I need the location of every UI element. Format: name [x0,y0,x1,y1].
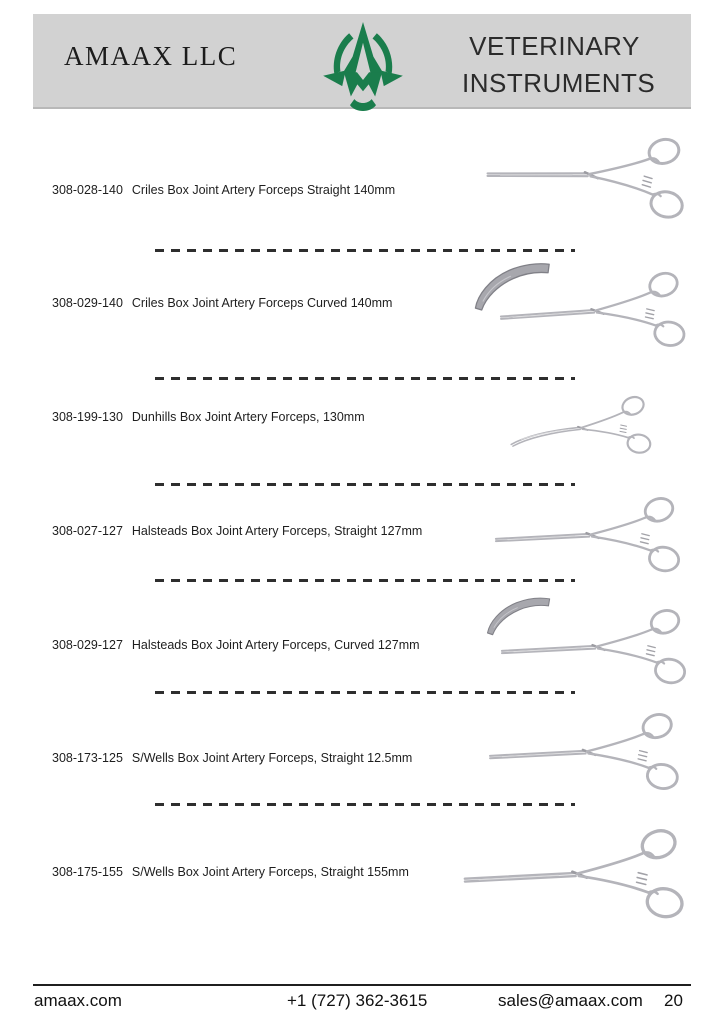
product-description: Dunhills Box Joint Artery Forceps, 130mm [131,410,365,424]
product-description: Halsteads Box Joint Artery Forceps, Curved 127mm [131,638,420,652]
dashed-separator [155,483,575,486]
product-row [52,638,420,652]
footer-phone: +1 (727) 362-3615 [287,991,428,1010]
forceps-photo [485,708,693,804]
product-row [52,410,365,424]
product-code: 308-175-155 [52,865,123,879]
forceps-photo [497,605,700,699]
dashed-separator [155,691,575,694]
amaax-logo-icon [319,22,407,119]
product-row [52,296,392,310]
product-description: S/Wells Box Joint Artery Forceps, Straight 155mm [131,865,409,879]
product-row [52,751,412,765]
footer-email: sales@amaax.com [498,991,643,1010]
product-row [52,865,409,879]
dashed-separator [155,803,575,806]
footer-website: amaax.com [34,991,122,1010]
forceps-photo [491,493,694,587]
page-title-line1: VETERINARY [469,31,640,61]
product-description: Halsteads Box Joint Artery Forceps, Straight 127mm [131,524,423,538]
forceps-photo [458,824,699,935]
forceps-photo [482,131,699,228]
forceps-photo [495,267,699,364]
product-code: 308-029-127 [52,638,123,652]
forceps-photo [502,391,662,471]
product-row [52,183,395,197]
product-code: 308-199-130 [52,410,123,424]
product-description: S/Wells Box Joint Artery Forceps, Straight 12.5mm [131,751,413,765]
product-code: 308-029-140 [52,296,123,310]
footer-page-number: 20 [664,991,683,1010]
dashed-separator [155,579,575,582]
footer-rule [33,984,691,986]
page-title-line2: INSTRUMENTS [462,68,656,98]
product-code: 308-028-140 [52,183,123,197]
product-code: 308-173-125 [52,751,123,765]
company-name: AMAAX LLC [64,41,238,71]
dashed-separator [155,377,575,380]
page-title [462,28,656,102]
dashed-separator [155,249,575,252]
product-code: 308-027-127 [52,524,123,538]
product-description: Criles Box Joint Artery Forceps Curved 140mm [131,296,393,310]
product-row [52,524,422,538]
product-description: Criles Box Joint Artery Forceps Straight 140mm [131,183,396,197]
